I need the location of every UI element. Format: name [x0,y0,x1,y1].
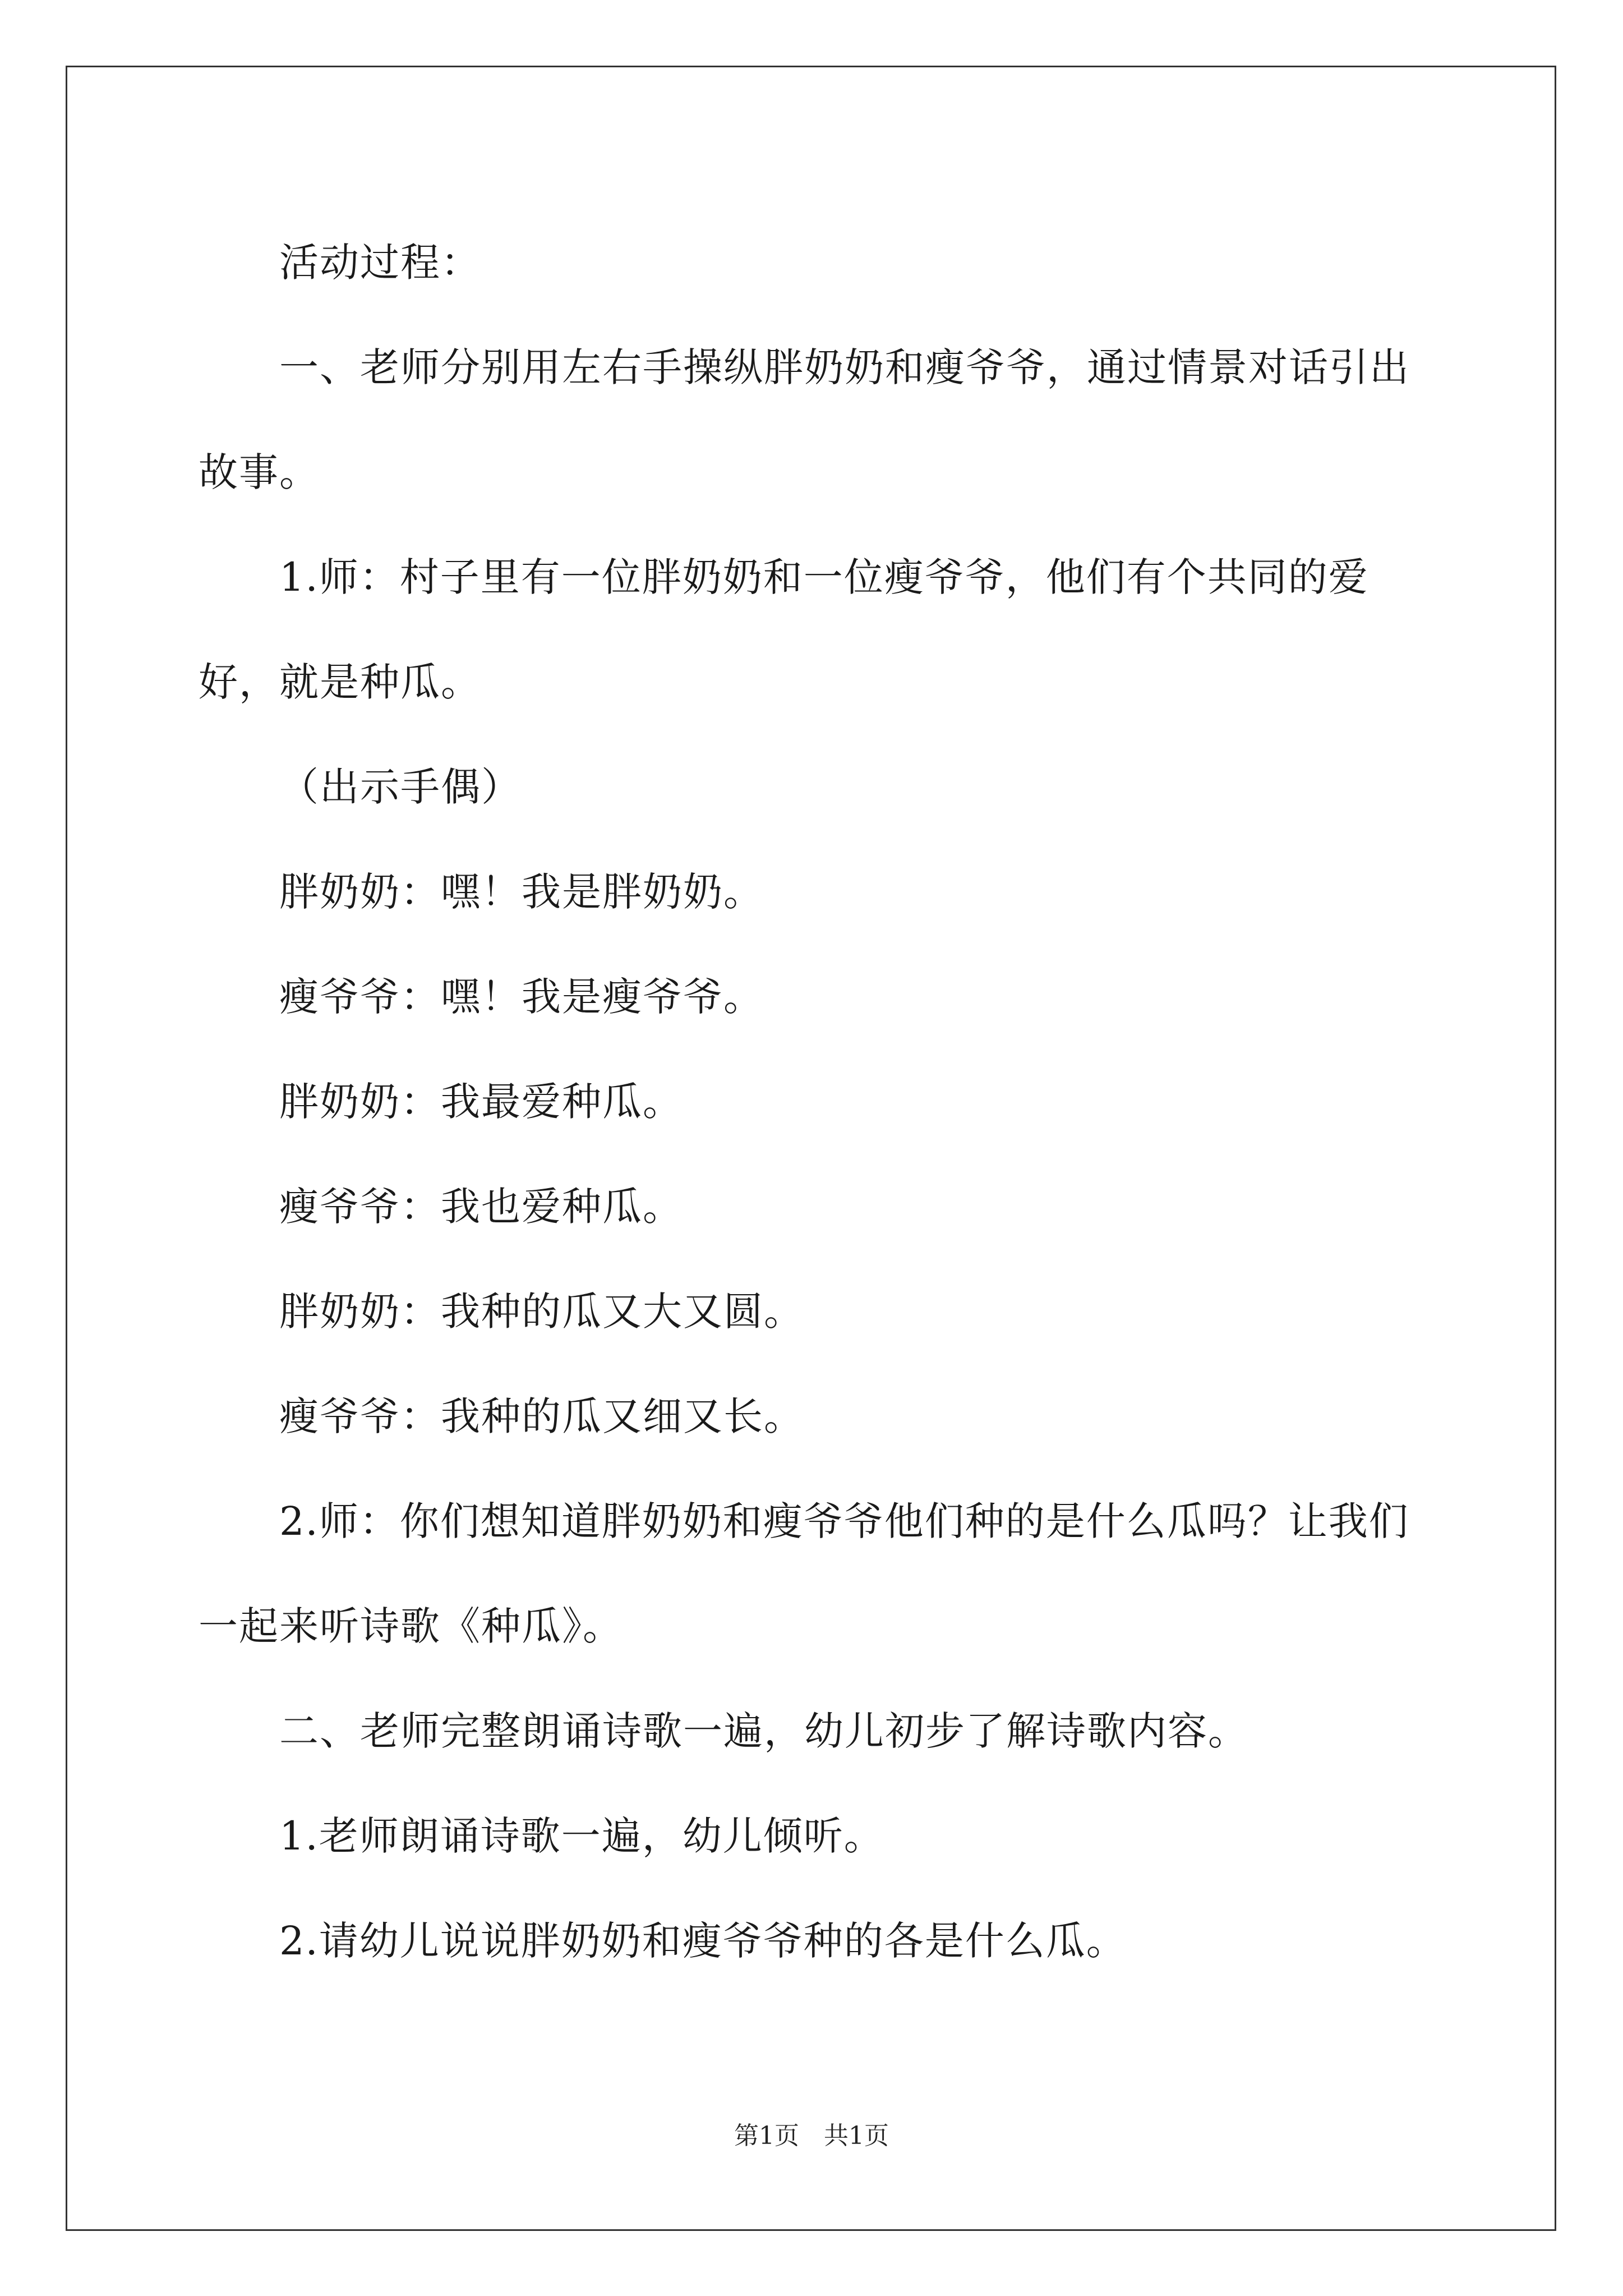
paragraph-step-two: 二、老师完整朗诵诗歌一遍，幼儿初步了解诗歌内容。 [279,1708,1248,1754]
dialogue-line: 胖奶奶：嘿！我是胖奶奶。 [279,869,764,915]
paragraph-teacher-question: 2.师：你们想知道胖奶奶和瘦爷爷他们种的是什么瓜吗？让我们一起来听诗歌《种瓜》。 [199,1498,1409,1649]
paragraph-recite: 1.老师朗诵诗歌一遍，幼儿倾听。 [279,1813,884,1859]
paragraph-step-one: 一、老师分别用左右手操纵胖奶奶和瘦爷爷，通过情景对话引出故事。 [199,344,1410,495]
dialogue-line: 胖奶奶：我最爱种瓜。 [279,1079,683,1125]
dialogue-line: 瘦爷爷：我也爱种瓜。 [279,1184,683,1230]
dialogue-line: 瘦爷爷：嘿！我是瘦爷爷。 [279,974,764,1020]
paragraph-children-say: 2.请幼儿说说胖奶奶和瘦爷爷种的各是什么瓜。 [279,1918,1127,1964]
paragraph-teacher-intro: 1.师：村子里有一位胖奶奶和一位瘦爷爷，他们有个共同的爱好，就是种瓜。 [199,554,1369,705]
dialogue-line: 瘦爷爷：我种的瓜又细又长。 [279,1393,804,1439]
document-body [199,210,1441,1994]
paragraph-show-puppets: （出示手偶） [279,764,522,810]
paragraph-activity-process: 活动过程： [279,240,481,286]
page-number-footer: 第1页 共1页 [734,2122,889,2150]
dialogue-line: 胖奶奶：我种的瓜又大又圆。 [279,1289,804,1335]
